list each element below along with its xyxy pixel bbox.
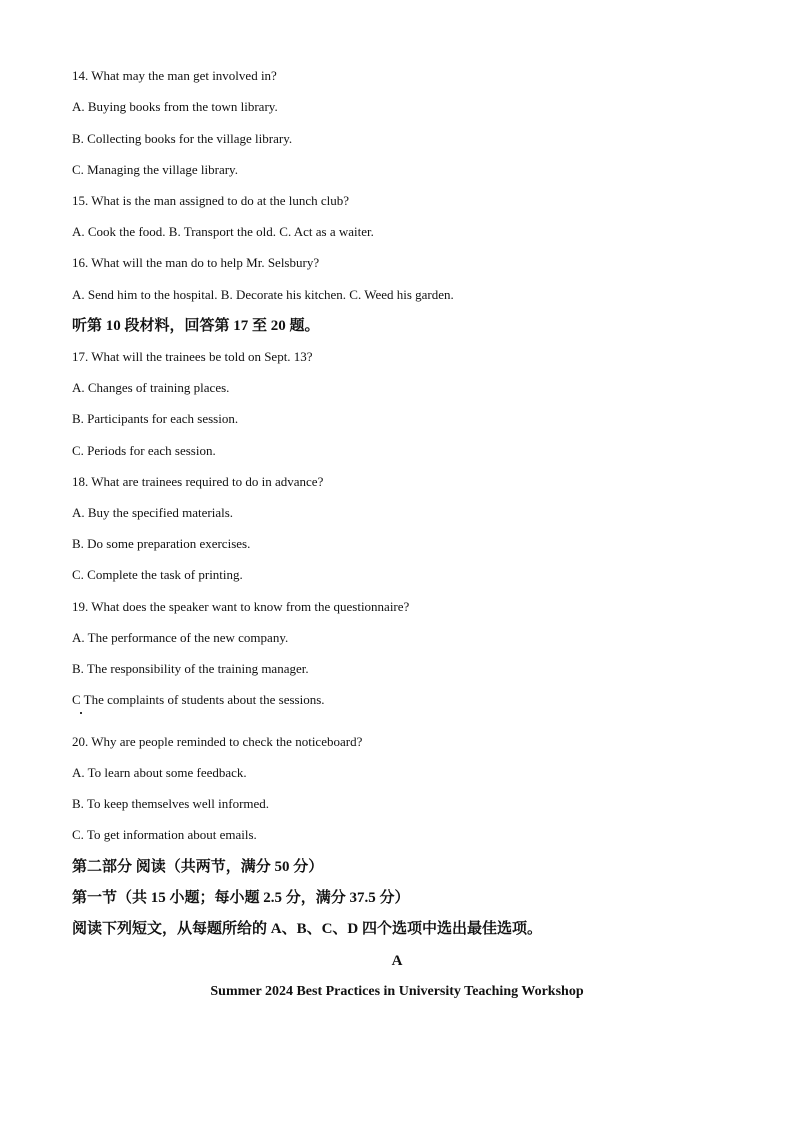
q14-option-a: A. Buying books from the town library. bbox=[72, 99, 278, 114]
q19-option-b: B. The responsibility of the training manager. bbox=[72, 661, 309, 676]
q14-stem: 14. What may the man get involved in? bbox=[72, 68, 277, 83]
q20-option-b: B. To keep themselves well informed. bbox=[72, 796, 270, 811]
q17-option-b: B. Participants for each session. bbox=[72, 411, 239, 426]
q20-option-a: A. To learn about some feedback. bbox=[72, 765, 247, 780]
q17-stem: 17. What will the trainees be told on Sept. 13? bbox=[72, 349, 313, 364]
part2-instructions: 阅读下列短文，从每题所给的 A、B、C、D 四个选项中选出最佳选项。 bbox=[72, 921, 543, 937]
q15-stem: 15. What is the man assigned to do at the lunch club? bbox=[72, 193, 350, 208]
q18-option-b: B. Do some preparation exercises. bbox=[72, 536, 251, 551]
passage-letter: A bbox=[391, 953, 403, 969]
q16-stem: 16. What will the man do to help Mr. Selsbury? bbox=[72, 255, 320, 270]
q19-option-a: A. The performance of the new company. bbox=[72, 630, 289, 645]
stray-dot bbox=[80, 712, 82, 714]
section10-heading: 听第 10 段材料，回答第 17 至 20 题。 bbox=[72, 318, 320, 334]
q14-option-b: B. Collecting books for the village library. bbox=[72, 131, 293, 146]
q20-stem: 20. Why are people reminded to check the noticeboard? bbox=[72, 734, 363, 749]
q20-option-c: C. To get information about emails. bbox=[72, 827, 257, 842]
q17-option-a: A. Changes of training places. bbox=[72, 380, 230, 395]
q17-option-c: C. Periods for each session. bbox=[72, 443, 216, 458]
q18-option-a: A. Buy the specified materials. bbox=[72, 505, 234, 520]
q16-options: A. Send him to the hospital. B. Decorate his kitchen. C. Weed his garden. bbox=[72, 287, 454, 302]
q18-stem: 18. What are trainees required to do in advance? bbox=[72, 474, 324, 489]
q15-options: A. Cook the food. B. Transport the old. C. Act as a waiter. bbox=[72, 224, 374, 239]
part2-section1: 第一节（共 15 小题；每小题 2.5 分，满分 37.5 分） bbox=[72, 890, 410, 906]
q19-stem: 19. What does the speaker want to know from the questionnaire? bbox=[72, 599, 410, 614]
passage-title: Summer 2024 Best Practices in University Teaching Workshop bbox=[210, 984, 584, 999]
q14-option-c: C. Managing the village library. bbox=[72, 162, 238, 177]
part2-title: 第二部分 阅读（共两节，满分 50 分） bbox=[72, 859, 324, 875]
q19-option-c: C The complaints of students about the sessions. bbox=[72, 692, 325, 707]
q18-option-c: C. Complete the task of printing. bbox=[72, 567, 243, 582]
